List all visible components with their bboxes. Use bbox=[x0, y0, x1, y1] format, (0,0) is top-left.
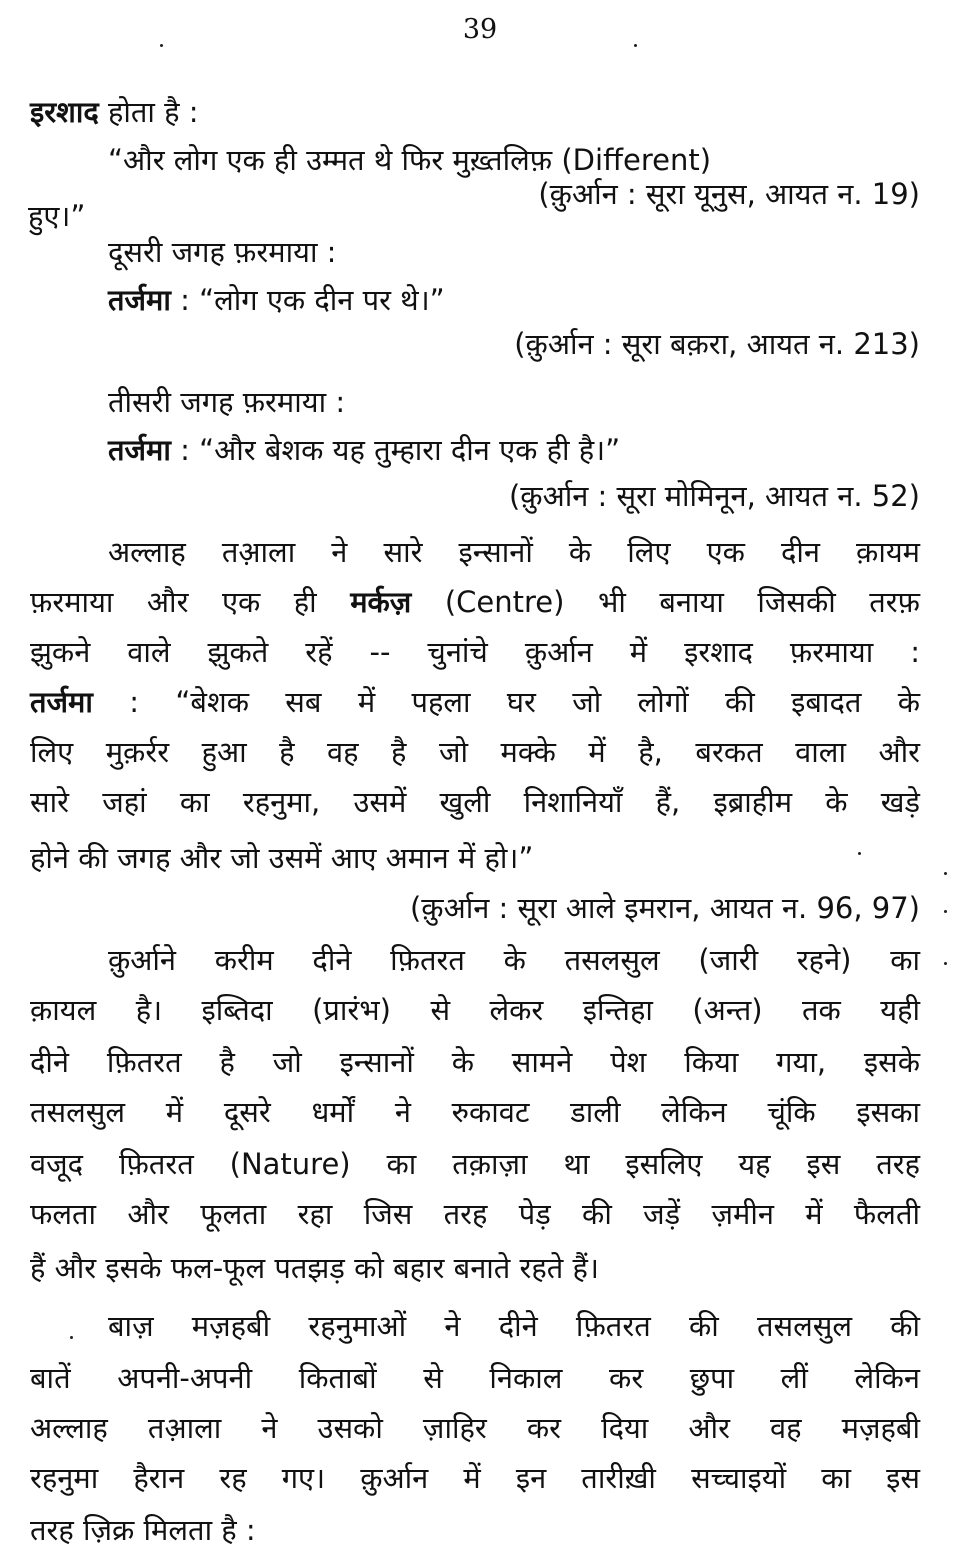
text-line-30: तरह ज़िक्र मिलता है : bbox=[30, 1513, 256, 1547]
text-line-25: हैं और इसके फल-फूल पतझड़ को बहार बनाते रहते हैं। bbox=[30, 1251, 599, 1285]
text-line-5: दूसरी जगह फ़रमाया : bbox=[108, 235, 337, 269]
text-line-11: अल्लाह तआ़ला ने सारे इन्सानों के लिए एक दीन क़ायम bbox=[108, 535, 920, 569]
scan-speck bbox=[944, 872, 947, 875]
text-line-1 bbox=[30, 92, 199, 132]
scan-speck bbox=[944, 910, 947, 913]
text-fragment: (Centre) भी बनाया जिसकी तरफ़ bbox=[444, 585, 921, 619]
text-line-21: दीने फ़ितरत है जो इन्सानों के सामने पेश किया गया, इसके bbox=[30, 1045, 920, 1079]
text-line-13: झुकने वाले झुकते रहें -- चुनांचे क़ुर्आन में इरशाद फ़रमाया : bbox=[30, 635, 920, 669]
text-line-22: तसलसुल में दूसरे धर्मों ने रुकावट डाली लेकिन चूंकि इसका bbox=[30, 1095, 920, 1129]
text-line-6 bbox=[108, 280, 445, 320]
page-number: 39 bbox=[462, 14, 498, 45]
label-tarjuma: तर्जमा bbox=[108, 433, 171, 467]
text-line-19: क़ुर्आने करीम दीने फ़ितरत के तसलसुल (जारी रहने) का bbox=[108, 943, 920, 977]
text-line-8: तीसरी जगह फ़रमाया : bbox=[108, 385, 346, 419]
text-line-9 bbox=[108, 430, 620, 470]
text-line-27: बातें अपनी-अपनी किताबों से निकाल कर छुपा लीं लेकिन bbox=[30, 1361, 920, 1395]
text-fragment: : “बेशक सब में पहला घर जो लोगों की इबादत के bbox=[129, 685, 920, 719]
text-line-12 bbox=[30, 582, 920, 622]
quran-reference-3: (क़ुर्आन : सूरा मोमिनून, आयत न. 52) bbox=[508, 479, 920, 513]
label-tarjuma: तर्जमा bbox=[30, 685, 93, 719]
text-line-29: रहनुमा हैरान रह गए। क़ुर्आन में इन तारीख़ी सच्चाइयों का इस bbox=[30, 1461, 920, 1495]
text-fragment: : “लोग एक दीन पर थे।” bbox=[180, 283, 445, 317]
quran-reference-4: (क़ुर्आन : सूरा आले इमरान, आयत न. 96, 97) bbox=[409, 891, 920, 925]
quran-reference-1: (क़ुर्आन : सूरा यूनुस, आयत न. 19) bbox=[538, 177, 920, 211]
text-line-4: हुए।” bbox=[28, 199, 86, 233]
text-line-16: सारे जहां का रहनुमा, उसमें खुली निशानियाँ हैं, इब्राहीम के खड़े bbox=[30, 785, 920, 819]
text-line-2: “और लोग एक ही उम्मत थे फिर मुख़्तलिफ़ (Different) bbox=[108, 143, 712, 177]
text-line-17: होने की जगह और जो उसमें आए अमान में हो।” bbox=[30, 841, 534, 875]
scan-speck bbox=[634, 44, 637, 47]
text-fragment: : “और बेशक यह तुम्हारा दीन एक ही है।” bbox=[180, 433, 621, 467]
text-line-28: अल्लाह तआ़ला ने उसको ज़ाहिर कर दिया और वह मज़हबी bbox=[30, 1411, 920, 1445]
text-line-23: वजूद फ़ितरत (Nature) का तक़ाज़ा था इसलिए यह इस तरह bbox=[30, 1147, 920, 1181]
scan-speck bbox=[70, 1336, 73, 1339]
scan-speck bbox=[944, 962, 947, 965]
scan-speck bbox=[858, 852, 861, 855]
text-line-20: क़ायल है। इब्तिदा (प्रारंभ) से लेकर इन्तिहा (अन्त) तक यही bbox=[30, 993, 920, 1027]
text-line-26: बाज़ मज़हबी रहनुमाओं ने दीने फ़ितरत की तसलसुल की bbox=[108, 1309, 920, 1343]
emphasis-irshad: इरशाद bbox=[30, 95, 99, 129]
label-tarjuma: तर्जमा bbox=[108, 283, 171, 317]
text-fragment: फ़रमाया और एक ही bbox=[30, 585, 317, 619]
scan-speck bbox=[160, 44, 163, 47]
text-line-14 bbox=[30, 682, 920, 722]
emphasis-markaz: मर्कज़ bbox=[350, 585, 412, 619]
text-fragment: होता है : bbox=[107, 95, 199, 129]
text-line-24: फलता और फूलता रहा जिस तरह पेड़ की जड़ें ज़मीन में फैलती bbox=[30, 1197, 920, 1231]
text-line-15: लिए मुक़र्रर हुआ है वह है जो मक्के में है, बरकत वाला और bbox=[30, 735, 920, 769]
quran-reference-2: (क़ुर्आन : सूरा बक़रा, आयत न. 213) bbox=[514, 327, 920, 361]
